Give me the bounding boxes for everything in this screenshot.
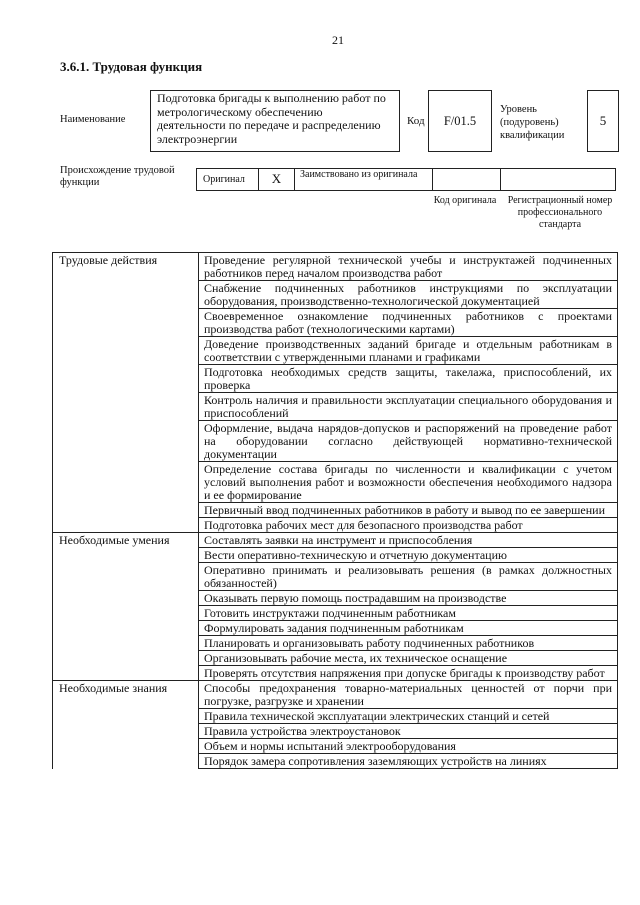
list-item: Объем и нормы испытаний электрооборудования xyxy=(199,739,618,754)
original-label: Оригинал xyxy=(197,169,259,190)
list-item: Формулировать задания подчиненным работникам xyxy=(199,621,618,636)
list-item: Своевременное ознакомление подчиненных работников с проектами производства работ (технологическими картами) xyxy=(199,309,618,337)
list-item: Готовить инструктажи подчиненным работникам xyxy=(199,606,618,621)
list-item: Снабжение подчиненных работников инструкциями по эксплуатации оборудования, производственно-технологической документацией xyxy=(199,281,618,309)
origin-label: Происхождение трудовой функции xyxy=(60,165,175,188)
code-value: F/01.5 xyxy=(428,90,492,152)
list-item: Проверять отсутствия напряжения при допуске бригады к производству работ xyxy=(199,666,618,681)
name-label: Наименование xyxy=(60,114,126,125)
section-title-skills: Необходимые умения xyxy=(53,533,199,681)
list-item: Доведение производственных заданий бригаде и отдельным работникам в соответствии с утвержденными планами и графиками xyxy=(199,337,618,365)
list-item: Оформление, выдача нарядов-допусков и распоряжений на проведение работ на оборудовании согласно действующей нормативно-технической документации xyxy=(199,421,618,462)
list-item: Первичный ввод подчиненных работников в работу и вывод по ее завершении xyxy=(199,503,618,518)
origin-code-cell xyxy=(433,169,501,190)
list-item: Оперативно принимать и реализовывать решения (в рамках должностных обязанностей) xyxy=(199,563,618,591)
code-label: Код xyxy=(407,115,425,127)
list-item: Правила устройства электроустановок xyxy=(199,724,618,739)
section-title: 3.6.1. Трудовая функция xyxy=(60,59,203,74)
level-label: Уровень (подуровень) квалификации xyxy=(500,104,565,141)
function-table xyxy=(52,252,618,769)
origin-row xyxy=(196,168,616,191)
table-row xyxy=(53,253,618,281)
list-item: Оказывать первую помощь пострадавшим на производстве xyxy=(199,591,618,606)
page-number: 21 xyxy=(332,33,344,47)
list-item: Составлять заявки на инструмент и приспособления xyxy=(199,533,618,548)
list-item: Способы предохранения товарно-материальных ценностей от порчи при погрузке, разгрузке и хранении xyxy=(199,681,618,709)
code-caption: Код оригинала xyxy=(433,195,497,206)
list-item: Подготовка необходимых средств защиты, такелажа, приспособлений, их проверка xyxy=(199,365,618,393)
section-title-knowledge: Необходимые знания xyxy=(53,681,199,769)
list-item: Планировать и организовывать работу подчиненных работников xyxy=(199,636,618,651)
list-item: Порядок замера сопротивления заземляющих устройств на линиях xyxy=(199,754,618,769)
list-item: Контроль наличия и правильности эксплуатации специального оборудования и приспособлений xyxy=(199,393,618,421)
table-row xyxy=(53,681,618,709)
list-item: Вести оперативно-техническую и отчетную документацию xyxy=(199,548,618,563)
list-item: Подготовка рабочих мест для безопасного производства работ xyxy=(199,518,618,533)
function-name-value: Подготовка бригады к выполнению работ по метрологическому обеспечению деятельности по передаче и распределению электроэнергии xyxy=(150,90,400,152)
level-value: 5 xyxy=(587,90,619,152)
table-row xyxy=(53,533,618,548)
list-item: Проведение регулярной технической учебы и инструктажей подчиненных работников перед началом производства работ xyxy=(199,253,618,281)
list-item: Правила технической эксплуатации электрических станций и сетей xyxy=(199,709,618,724)
list-item: Определение состава бригады по численности и квалификации с учетом условий выполнения работ и возможности обеспечения необходимого надзора и ее формирование xyxy=(199,462,618,503)
original-mark: X xyxy=(259,169,295,190)
section-title-actions: Трудовые действия xyxy=(53,253,199,533)
reg-number-caption: Регистрационный номер профессионального стандарта xyxy=(507,195,613,230)
borrowed-label: Заимствовано из оригинала xyxy=(295,169,433,190)
list-item: Организовывать рабочие места, их техническое оснащение xyxy=(199,651,618,666)
